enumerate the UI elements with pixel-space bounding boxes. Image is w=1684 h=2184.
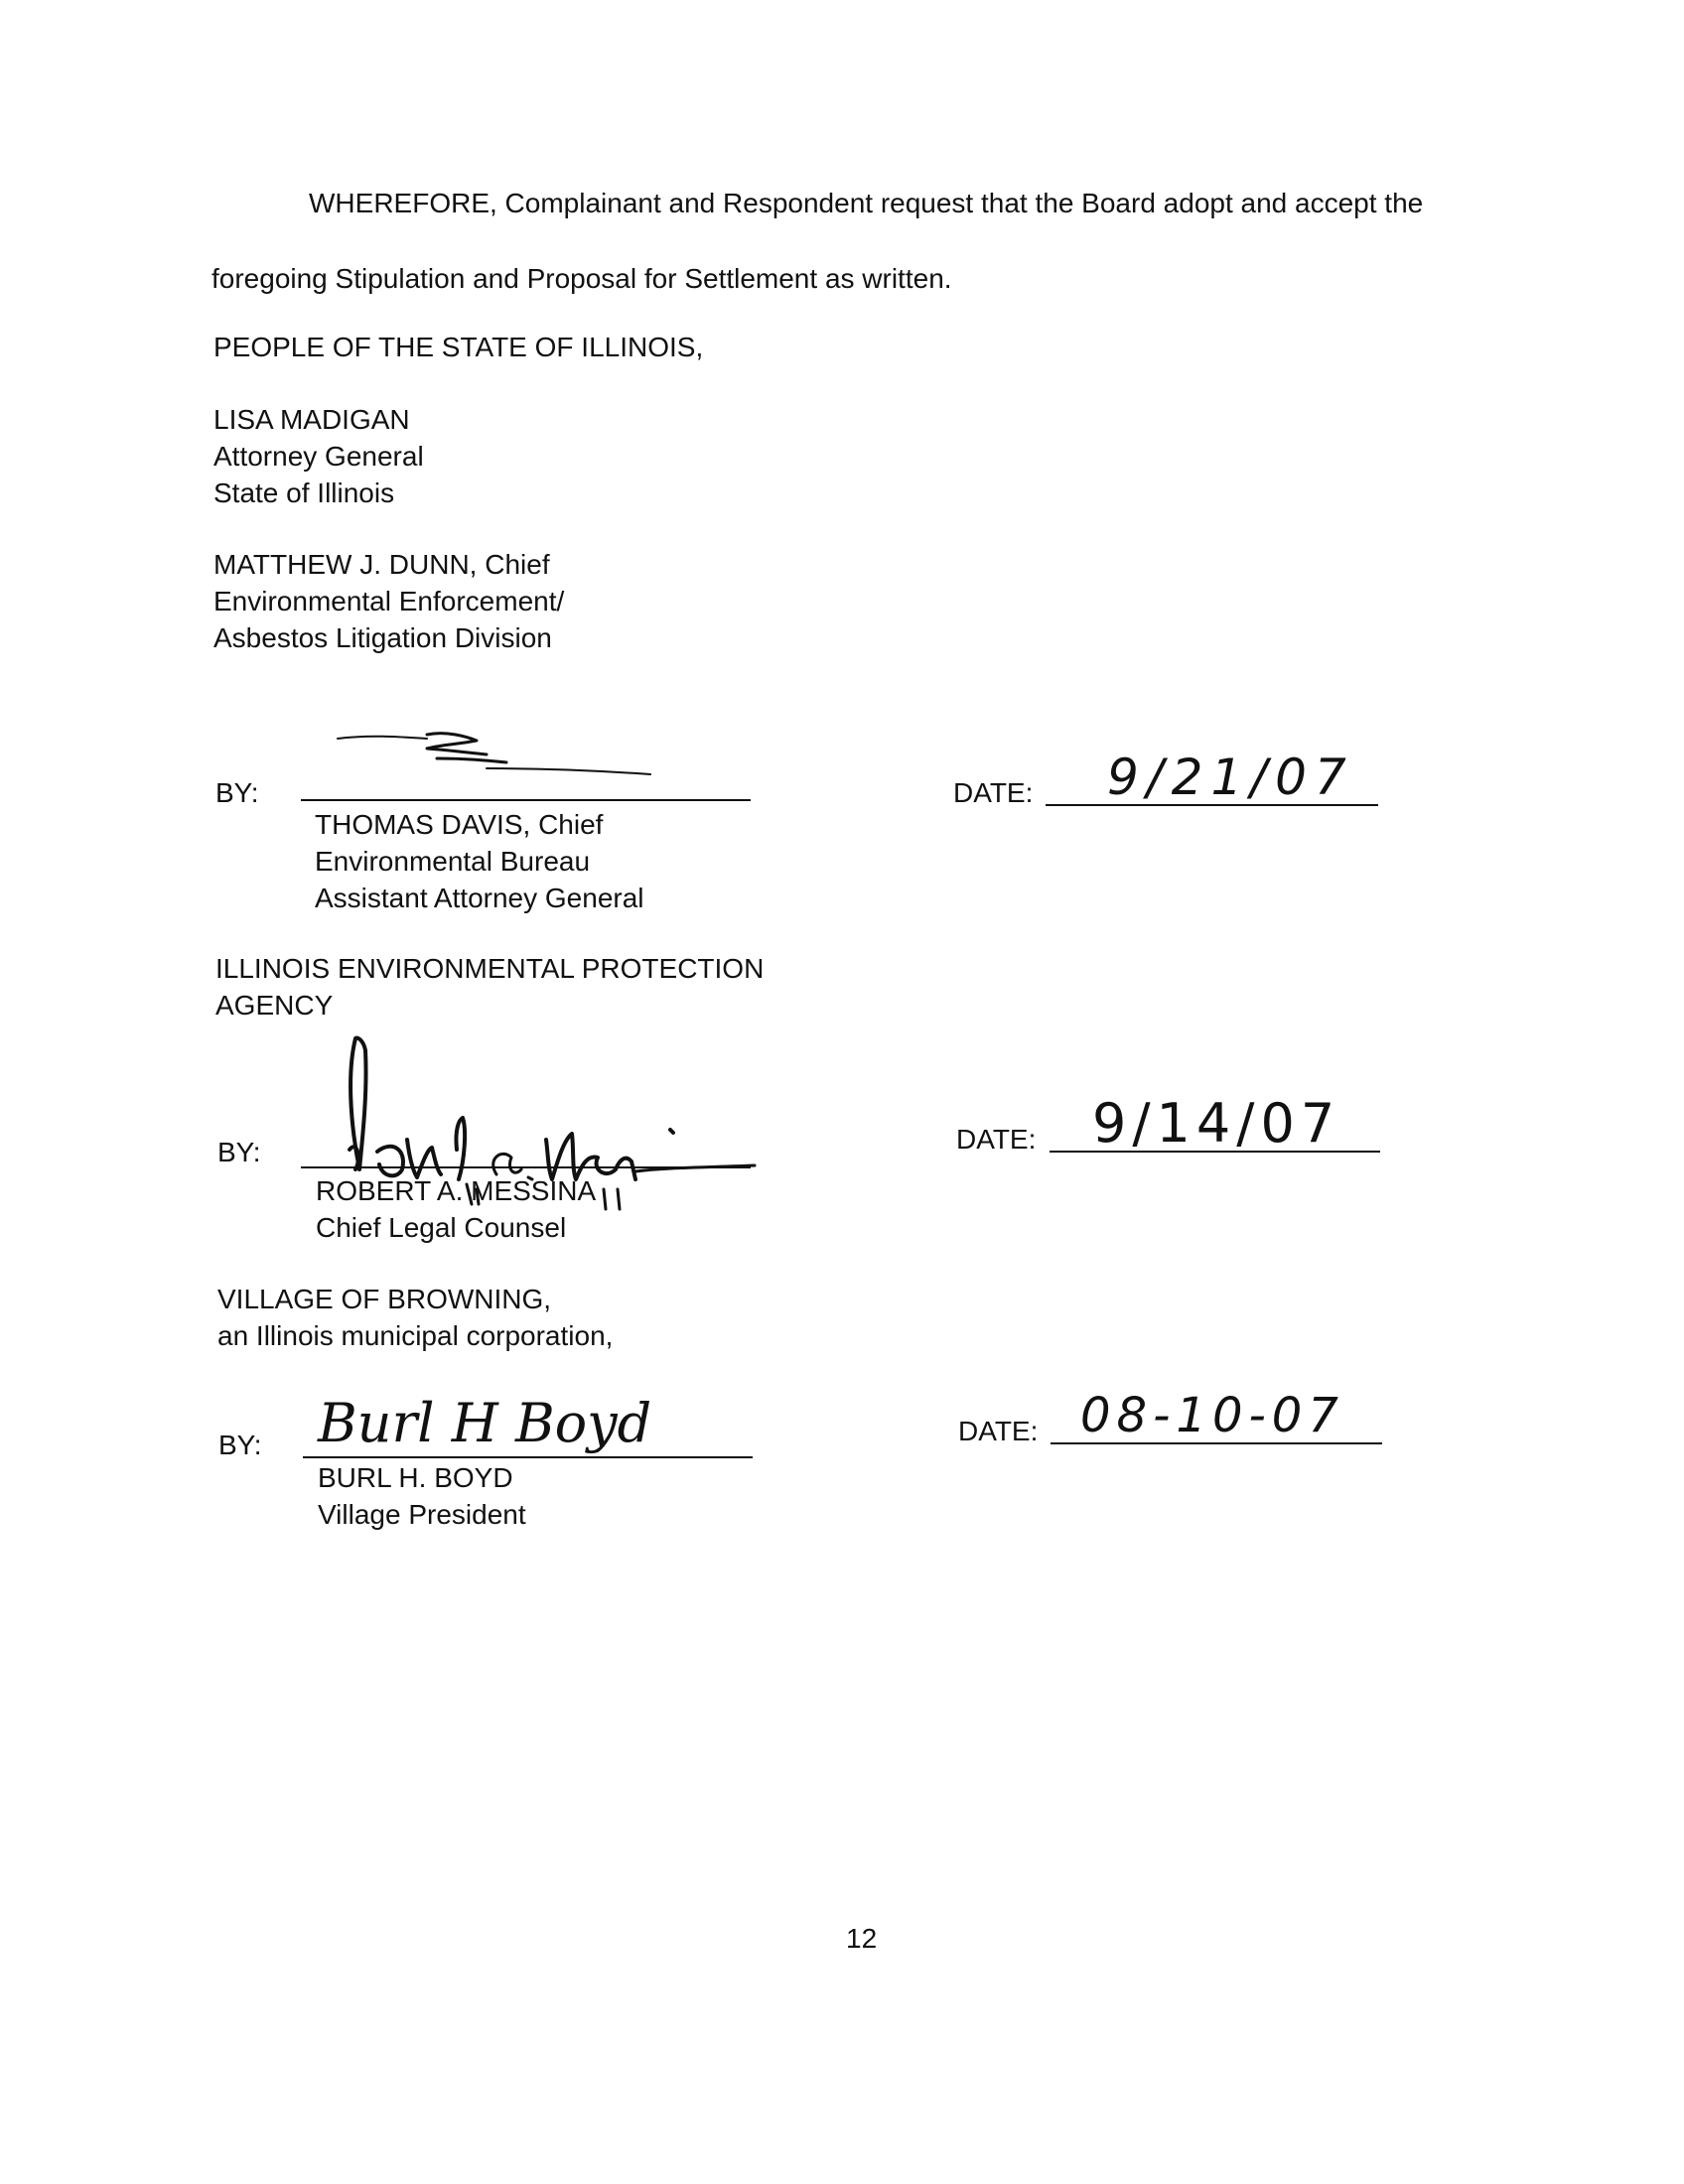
attorney-general-name: LISA MADIGAN xyxy=(213,404,410,435)
org-2-line-2: AGENCY xyxy=(215,990,334,1021)
date-label-3: DATE: xyxy=(958,1416,1039,1446)
signatory-1-block xyxy=(315,806,644,916)
attorney-general-title: Attorney General xyxy=(213,441,424,472)
paragraph-line-2: foregoing Stipulation and Proposal for Settlement as written. xyxy=(211,263,952,294)
signature-line-1 xyxy=(301,799,751,801)
attorney-general-block xyxy=(213,401,424,511)
org-2-line-1: ILLINOIS ENVIRONMENTAL PROTECTION xyxy=(215,953,765,984)
signatory-1-name: THOMAS DAVIS, Chief xyxy=(315,809,604,840)
signatory-1-title-1: Environmental Bureau xyxy=(315,846,591,877)
date-value-1: 9/21/07 xyxy=(1107,749,1354,806)
by-label-1: BY: xyxy=(215,777,259,808)
signatory-2-title-1: Chief Legal Counsel xyxy=(316,1212,567,1243)
org-3-line-1: VILLAGE OF BROWNING, xyxy=(217,1284,552,1314)
signatory-3-name: BURL H. BOYD xyxy=(318,1462,513,1493)
signature-line-3 xyxy=(303,1456,753,1458)
org-3-line-2: an Illinois municipal corporation, xyxy=(217,1320,614,1351)
org-2-block xyxy=(215,950,764,1024)
signatory-1-title-2: Assistant Attorney General xyxy=(315,883,644,913)
date-value-2: 9/14/07 xyxy=(1092,1092,1341,1155)
division-line-3: Asbestos Litigation Division xyxy=(213,622,552,653)
attorney-general-state: State of Illinois xyxy=(213,478,395,508)
division-line-2: Environmental Enforcement/ xyxy=(213,586,565,616)
date-label-1: DATE: xyxy=(953,777,1034,808)
division-chief-name: MATTHEW J. DUNN, Chief xyxy=(213,549,550,580)
signatory-3-block xyxy=(318,1459,526,1533)
page-number: 12 xyxy=(846,1923,878,1954)
signatory-2-block xyxy=(316,1172,596,1246)
signature-thomas-davis xyxy=(328,725,665,784)
division-block xyxy=(213,546,564,656)
by-label-2: BY: xyxy=(217,1137,261,1167)
signature-burl-boyd: Burl H Boyd xyxy=(318,1392,652,1454)
org-3-block xyxy=(217,1281,613,1354)
signatory-2-name: ROBERT A. MESSINA xyxy=(316,1175,597,1206)
date-value-3: 08-10-07 xyxy=(1080,1388,1344,1443)
signature-line-2 xyxy=(301,1166,751,1168)
signatory-3-title-1: Village President xyxy=(318,1499,526,1530)
people-heading: PEOPLE OF THE STATE OF ILLINOIS, xyxy=(213,332,704,362)
date-label-2: DATE: xyxy=(956,1124,1037,1155)
by-label-3: BY: xyxy=(218,1430,262,1460)
paragraph-line-1: WHEREFORE, Complainant and Respondent request that the Board adopt and accept the xyxy=(309,188,1424,218)
